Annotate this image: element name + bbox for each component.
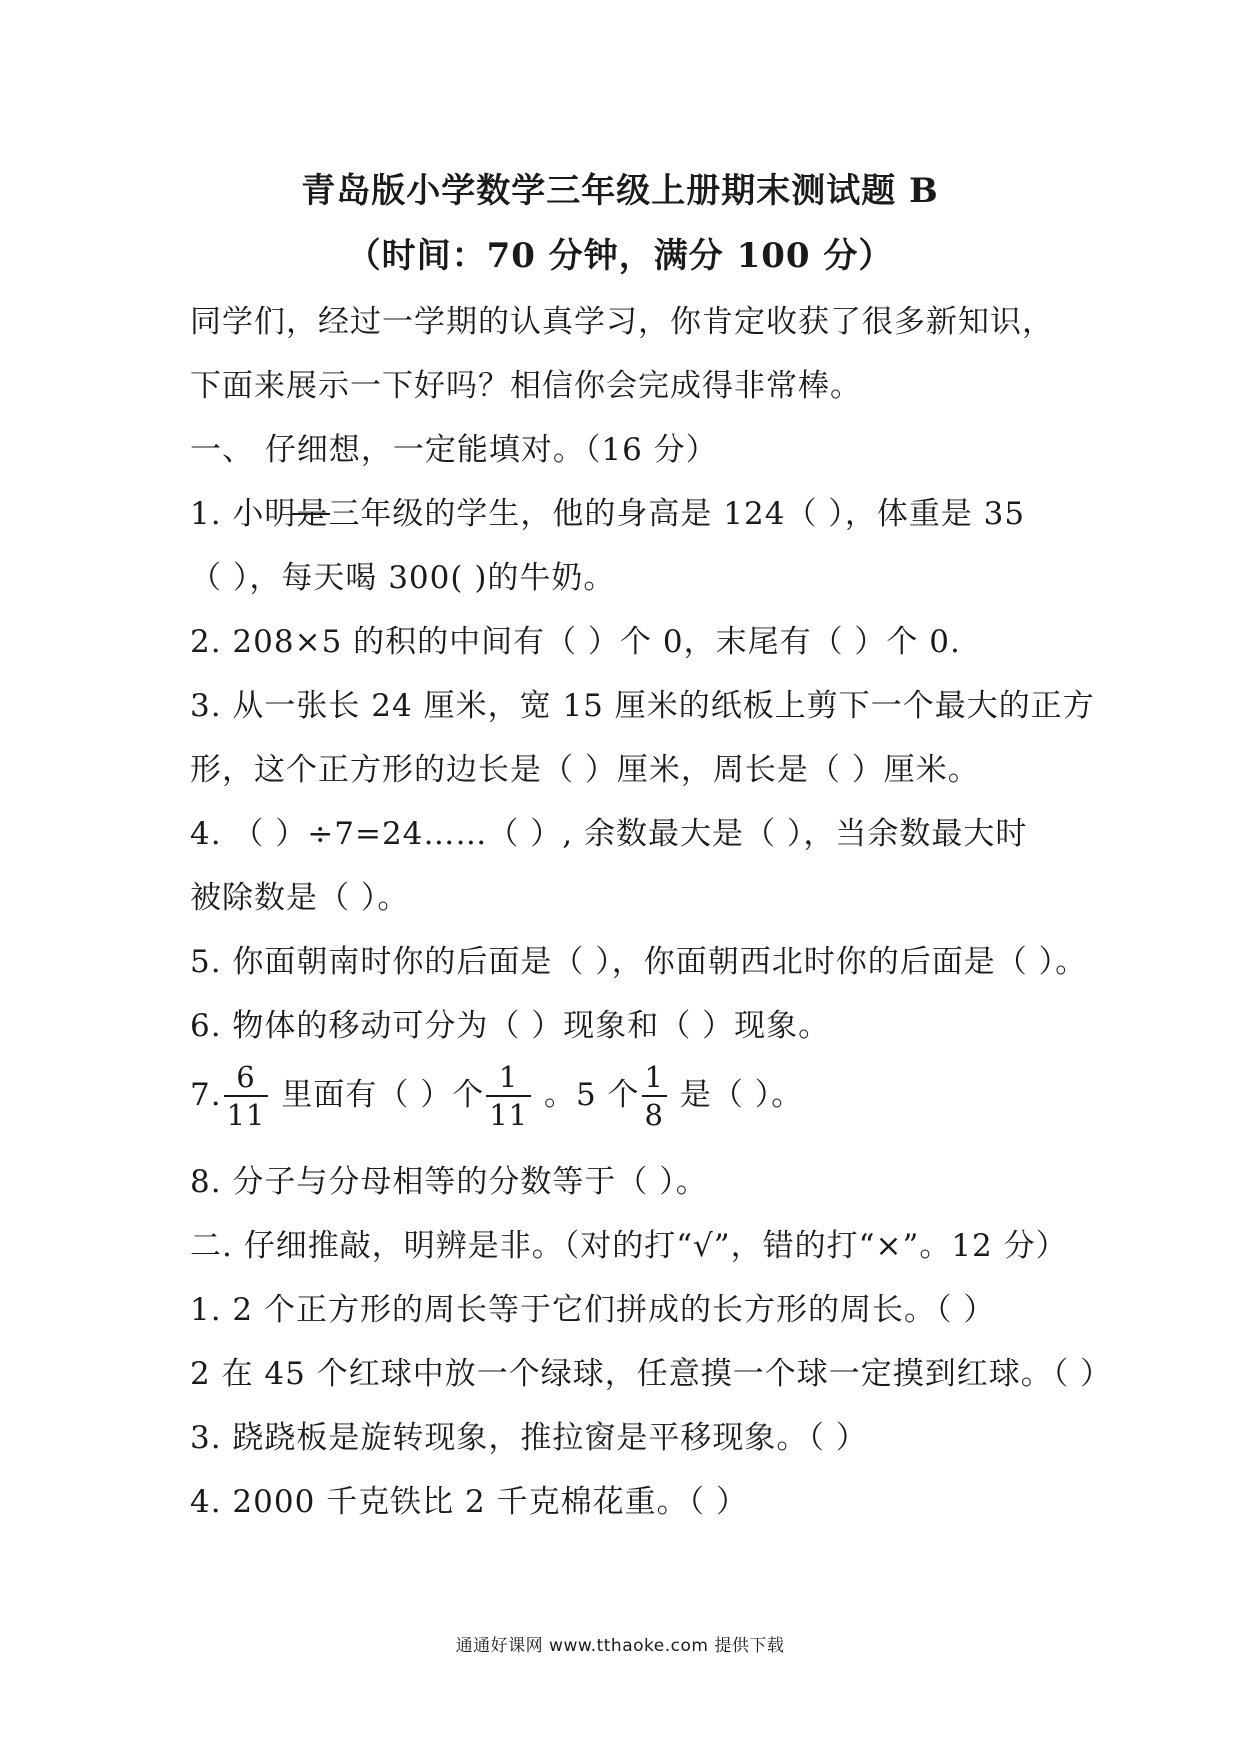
question-4-line-1: 4. （ ）÷7=24……（ ）, 余数最大是（ ），当余数最大时 xyxy=(190,816,1028,852)
fraction-1-8 xyxy=(642,1060,667,1132)
judge-item-3: 3. 跷跷板是旋转现象，推拉窗是平移现象。（ ） xyxy=(190,1420,868,1456)
page-title: 青岛版小学数学三年级上册期末测试题 B xyxy=(301,171,939,211)
intro-line-1: 同学们，经过一学期的认真学习，你肯定收获了很多新知识， xyxy=(190,304,1054,340)
section-2-heading: 二. 仔细推敲，明辨是非。（对的打“√”，错的打“×”。12 分） xyxy=(190,1228,1068,1264)
fraction-numerator: 6 xyxy=(224,1063,269,1097)
question-1-text-a: 1. 小明 xyxy=(190,496,297,532)
fraction-6-11 xyxy=(224,1060,269,1132)
question-6: 6. 物体的移动可分为（ ）现象和（ ）现象。 xyxy=(190,1008,831,1044)
question-4-line-2: 被除数是（ ）。 xyxy=(190,880,410,916)
fraction-numerator: 1 xyxy=(486,1063,531,1097)
question-3-line-2: 形，这个正方形的边长是（ ）厘米，周长是（ ）厘米。 xyxy=(190,752,980,788)
question-1-line-2: （ ），每天喝 300( )的牛奶。 xyxy=(190,560,616,596)
fraction-denominator: 8 xyxy=(644,1098,664,1132)
question-5: 5. 你面朝南时你的后面是（ ），你面朝西北时你的后面是（ ）。 xyxy=(190,944,1088,980)
question-7-prefix: 7. xyxy=(190,1077,222,1113)
question-2: 2. 208×5 的积的中间有（ ）个 0，末尾有（ ）个 0. xyxy=(190,624,961,660)
question-7 xyxy=(190,1060,804,1132)
question-7-text-mid-1: 里面有（ ）个 xyxy=(270,1077,485,1113)
question-1-line-1 xyxy=(190,488,1025,533)
question-3-line-1: 3. 从一张长 24 厘米，宽 15 厘米的纸板上剪下一个最大的正方 xyxy=(190,688,1095,724)
judge-item-4: 4. 2000 千克铁比 2 千克棉花重。（ ） xyxy=(190,1484,748,1520)
fraction-denominator: 11 xyxy=(489,1098,529,1132)
question-1-text-b: 三年级的学生，他的身高是 124（ ），体重是 35 xyxy=(328,496,1026,532)
judge-item-2: 2 在 45 个红球中放一个绿球，任意摸一个球一定摸到红球。（ ） xyxy=(190,1356,1113,1392)
question-1-struck-text: 是 xyxy=(296,496,329,532)
question-7-text-mid-2: 。5 个 xyxy=(533,1077,640,1113)
judge-item-1: 1. 2 个正方形的周长等于它们拼成的长方形的周长。（ ） xyxy=(190,1292,996,1328)
page-subtitle: （时间：70 分钟，满分 100 分） xyxy=(346,236,894,276)
section-1-heading: 一、 仔细想，一定能填对。（16 分） xyxy=(190,432,718,468)
intro-line-2: 下面来展示一下好吗？相信你会完成得非常棒。 xyxy=(190,368,862,404)
question-8: 8. 分子与分母相等的分数等于（ ）。 xyxy=(190,1164,708,1200)
fraction-denominator: 11 xyxy=(226,1098,266,1132)
footer-credit: 通通好课网 www.tthaoke.com 提供下载 xyxy=(455,1636,785,1656)
fraction-numerator: 1 xyxy=(642,1063,667,1097)
question-7-suffix: 是（ ）。 xyxy=(669,1077,804,1113)
fraction-1-11 xyxy=(486,1060,531,1132)
